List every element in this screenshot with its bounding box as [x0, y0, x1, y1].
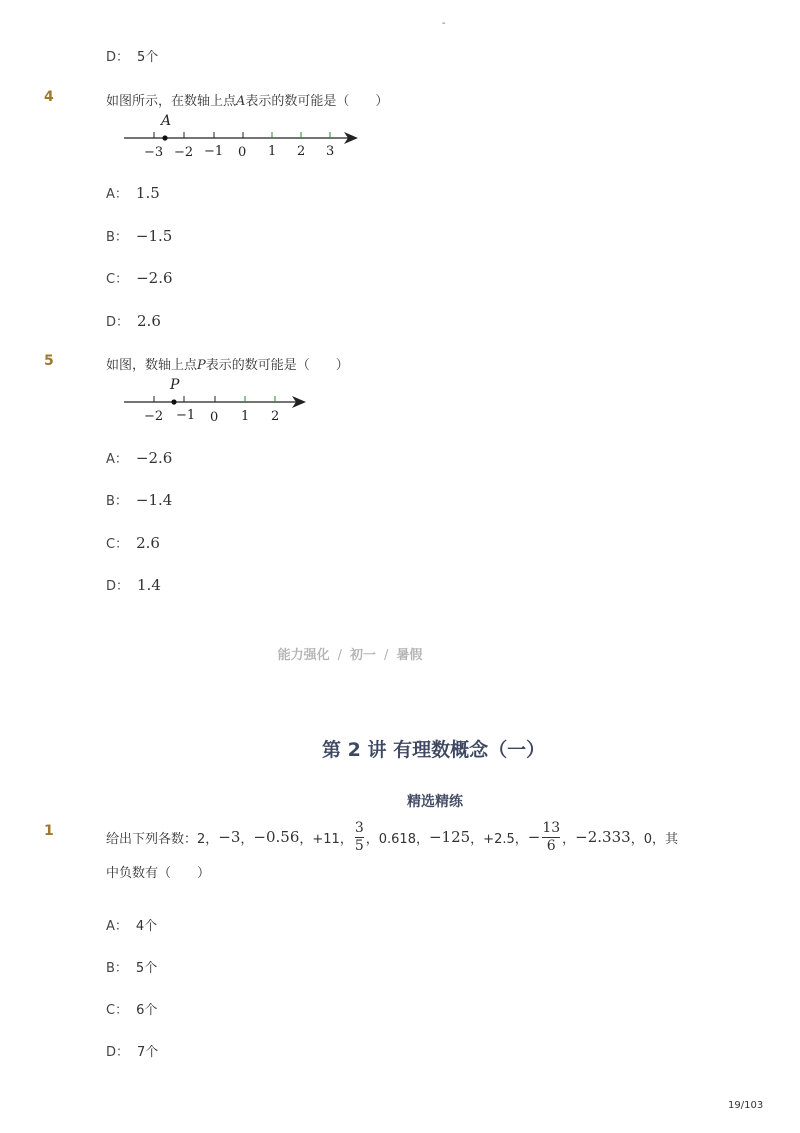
number-line-figure-q4	[120, 110, 370, 165]
option-b[interactable]: B： 5个	[106, 961, 158, 976]
question-number: 4	[44, 89, 54, 105]
point-p-label: P	[170, 377, 180, 393]
question-stem: 如图，数轴上点P表示的数可能是（ ）	[106, 358, 349, 373]
header-dash: -	[442, 18, 446, 29]
point-p-dot	[171, 399, 176, 404]
option-a[interactable]: A： −2.6	[106, 449, 173, 467]
option-text: 5个	[137, 50, 159, 65]
point-label: P	[197, 358, 206, 373]
number-line-figure-q5	[120, 374, 320, 426]
tick-label: 1	[241, 409, 250, 424]
tick-label: 0	[238, 145, 247, 160]
page-number: 19/103	[728, 1100, 764, 1111]
tick-label: 1	[268, 144, 277, 159]
fraction: $\frac{3}{5}$	[354, 819, 364, 854]
option-a[interactable]: A： 4个	[106, 919, 158, 934]
option-letter: D：	[106, 50, 130, 65]
question-number: 1	[44, 823, 54, 839]
option-a[interactable]: A： 1.5	[106, 184, 160, 202]
tick-label: 3	[326, 144, 335, 159]
prev-option-d[interactable]	[106, 46, 158, 65]
tick-label: −2	[174, 145, 194, 160]
option-d[interactable]: D： 1.4	[106, 576, 161, 594]
option-c[interactable]: C： 2.6	[106, 534, 160, 552]
tick-label: −1	[204, 144, 224, 159]
lecture-title: 第 2 讲 有理数概念（一）	[322, 739, 546, 761]
point-label: A	[236, 94, 246, 109]
option-c[interactable]: C： 6个	[106, 1003, 158, 1018]
question-stem: 如图所示，在数轴上点A表示的数可能是（ ）	[106, 94, 389, 109]
point-a-label: A	[161, 113, 172, 129]
option-b[interactable]: B： −1.4	[106, 491, 173, 509]
option-d[interactable]: D： 2.6	[106, 312, 161, 330]
point-a-dot	[162, 135, 167, 140]
option-c[interactable]: C： −2.6	[106, 269, 173, 287]
breadcrumb: 能力强化 / 初一 / 暑假	[277, 648, 423, 663]
tick-label: 0	[210, 410, 219, 425]
section-title: 精选精练	[407, 794, 463, 810]
fraction: $\frac{13}{6}$	[542, 819, 561, 854]
question-stem-continued: 中负数有（ ）	[106, 866, 211, 881]
question-stem: 给出下列各数：2， −3 ， −0.56 ，+11， $\frac{3}{5}$ ，0.618， −125 ，+2.5， − $\frac{13}{6}$ ， −2.333 ，0，其	[106, 819, 678, 854]
tick-label: −1	[176, 408, 196, 423]
tick-label: 2	[271, 409, 280, 424]
question-number: 5	[44, 353, 54, 369]
tick-label: 2	[297, 144, 306, 159]
tick-label: −2	[144, 409, 164, 424]
option-d[interactable]: D： 7个	[106, 1045, 159, 1060]
option-b[interactable]: B： −1.5	[106, 227, 173, 245]
tick-label: −3	[144, 145, 164, 160]
